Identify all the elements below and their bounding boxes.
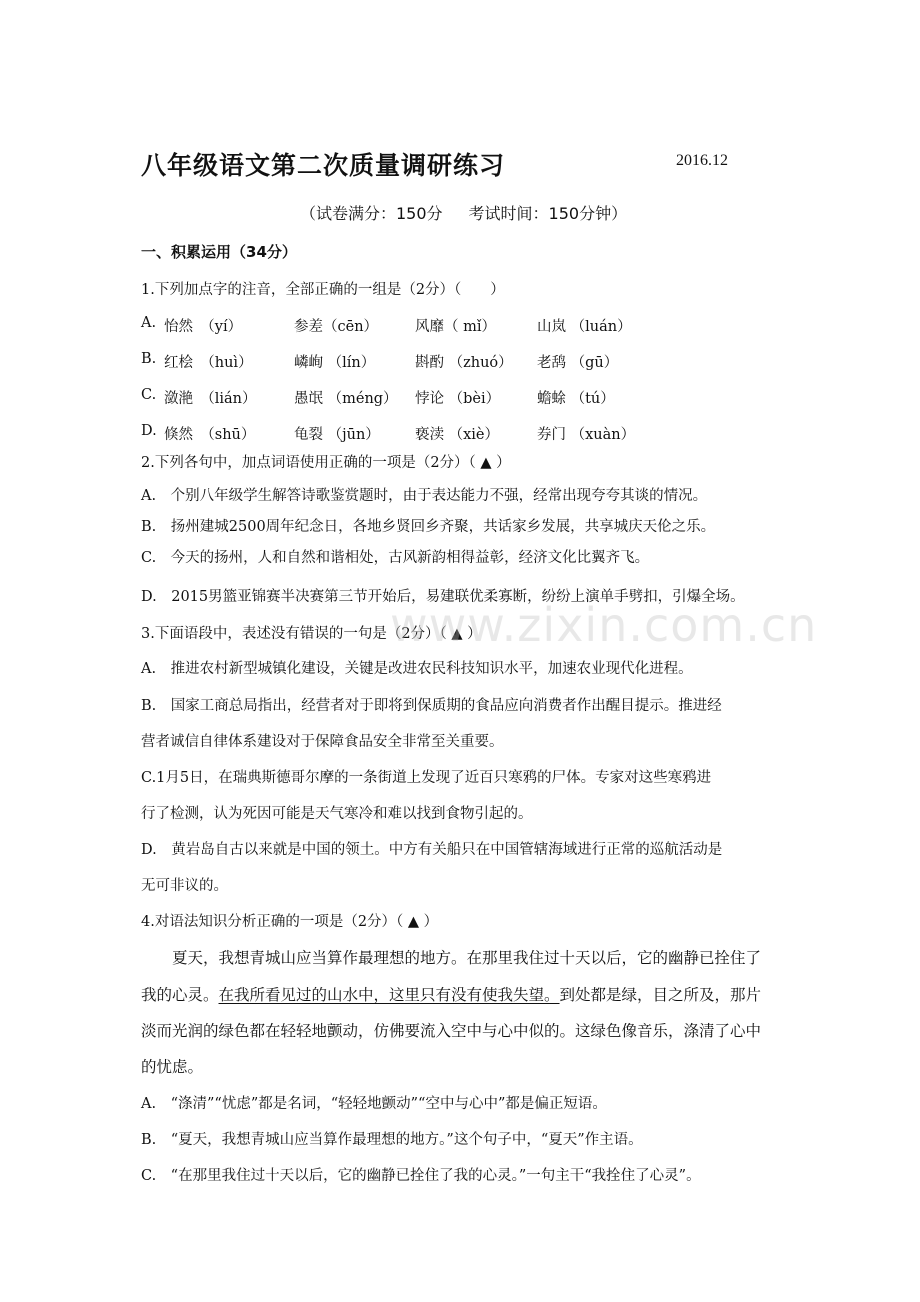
full-score: （试卷满分：150分 <box>300 204 443 223</box>
q4-option-c: C. “在那里我住过十天以后，它的幽静已拴住了我的心灵。”一句主干“我拴住了心灵”。 <box>141 1168 701 1184</box>
q1-option-item: 蟾蜍 （tú） <box>537 391 615 407</box>
q4-passage-line: 夏天，我想青城山应当算作最理想的地方。在那里我住过十天以后，它的幽静已拴住了 <box>172 949 762 967</box>
watermark: www.zixin.com.cn <box>390 598 818 652</box>
q1-option-label: D. <box>141 423 157 439</box>
exam-time: 考试时间：150分钟） <box>468 204 628 223</box>
q1-option-item: 嶙峋 （lín） <box>294 355 376 371</box>
q1-option-item: 悖论 （bèi） <box>415 391 501 407</box>
q2-option-c: C. 今天的扬州，人和自然和谐相处，古风新韵相得益彰，经济文化比翼齐飞。 <box>141 550 650 566</box>
q1-option-item: 斟酌 （zhuó） <box>415 355 513 371</box>
passage-text: 我的心灵。 <box>141 986 219 1004</box>
q4-passage-line: 的忧虑。 <box>141 1058 204 1076</box>
q1-option-item: 倏然 （shū） <box>164 427 256 443</box>
q1-option-label: C. <box>141 387 157 403</box>
q1-option-item: 潋滟 （lián） <box>164 391 257 407</box>
q1-option-item: 风靡（ mǐ） <box>415 319 496 335</box>
q4-option-b: B. “夏天，我想青城山应当算作最理想的地方。”这个句子中，“夏天”作主语。 <box>141 1132 643 1148</box>
q1-option-item: 山岚 （luán） <box>537 319 632 335</box>
q3-option-d: D. 黄岩岛自古以来就是中国的领土。中方有关船只在中国管辖海域进行正常的巡航活动是 <box>141 842 723 858</box>
q1-option-item: 怡然 （yí） <box>164 319 243 335</box>
q1-option-item: 老鸹 （gū） <box>537 355 619 371</box>
exam-info <box>300 201 627 224</box>
q1-option-item: 券门 （xuàn） <box>537 427 636 443</box>
q1-option-item: 参差（cēn） <box>294 319 379 335</box>
q1-option-item: 龟裂 （jūn） <box>294 427 380 443</box>
document-title: 八年级语文第二次质量调研练习 <box>141 151 506 180</box>
q2-stem: 2.下列各句中，加点词语使用正确的一项是（2分）（ ▲ ） <box>141 455 511 471</box>
q4-passage-line: 淡而光润的绿色都在轻轻地颤动，仿佛要流入空中与心中似的。这绿色像音乐，涤清了心中 <box>141 1022 762 1040</box>
q4-option-a: A. “涤清”“忧虑”都是名词，“轻轻地颤动”“空中与心中”都是偏正短语。 <box>141 1096 607 1112</box>
q1-option-item: 亵渎 （xiè） <box>415 427 500 443</box>
q3-option-c-cont: 行了检测，认为死因可能是天气寒冷和难以找到食物引起的。 <box>141 806 533 822</box>
q1-option-item: 红桧 （huì） <box>164 355 253 371</box>
underlined-sentence: 在我所看见过的山水中，这里只有没有使我失望。 <box>218 986 560 1004</box>
q1-option-item: 愚氓 （méng） <box>294 391 398 407</box>
q1-option-label: A. <box>141 315 157 331</box>
document-date: 2016.12 <box>676 152 728 169</box>
q2-option-d: D. 2015男篮亚锦赛半决赛第三节开始后，易建联优柔寡断，纷纷上演单手劈扣，引爆全场。 <box>141 589 745 605</box>
q4-passage-line <box>141 983 761 1005</box>
q4-stem: 4.对语法知识分析正确的一项是（2分）（ ▲ ） <box>141 914 439 930</box>
q3-option-b-cont: 营者诚信自律体系建设对于保障食品安全非常至关重要。 <box>141 734 504 750</box>
q1-stem: 1.下列加点字的注音，全部正确的一组是（2分）（ ） <box>141 282 505 298</box>
q3-stem: 3.下面语段中，表述没有错误的一句是（2分）（ ▲ ） <box>141 626 482 642</box>
q1-option-label: B. <box>141 351 157 367</box>
q3-option-d-cont: 无可非议的。 <box>141 878 228 894</box>
q2-option-a: A. 个别八年级学生解答诗歌鉴赏题时，由于表达能力不强，经常出现夸夸其谈的情况。 <box>141 488 708 504</box>
q2-option-b: B. 扬州建城2500周年纪念日，各地乡贤回乡齐聚，共话家乡发展，共享城庆天伦之乐。 <box>141 519 716 535</box>
passage-text: 到处都是绿，目之所及，那片 <box>559 986 762 1004</box>
section-heading: 一、积累运用（34分） <box>141 243 297 261</box>
q3-option-b: B. 国家工商总局指出，经营者对于即将到保质期的食品应向消费者作出醒目提示。推进经 <box>141 698 722 714</box>
q3-option-a: A. 推进农村新型城镇化建设，关键是改进农民科技知识水平，加速农业现代化进程。 <box>141 661 693 677</box>
q3-option-c: C.1月5日，在瑞典斯德哥尔摩的一条街道上发现了近百只寒鸦的尸体。专家对这些寒鸦进 <box>141 770 712 786</box>
